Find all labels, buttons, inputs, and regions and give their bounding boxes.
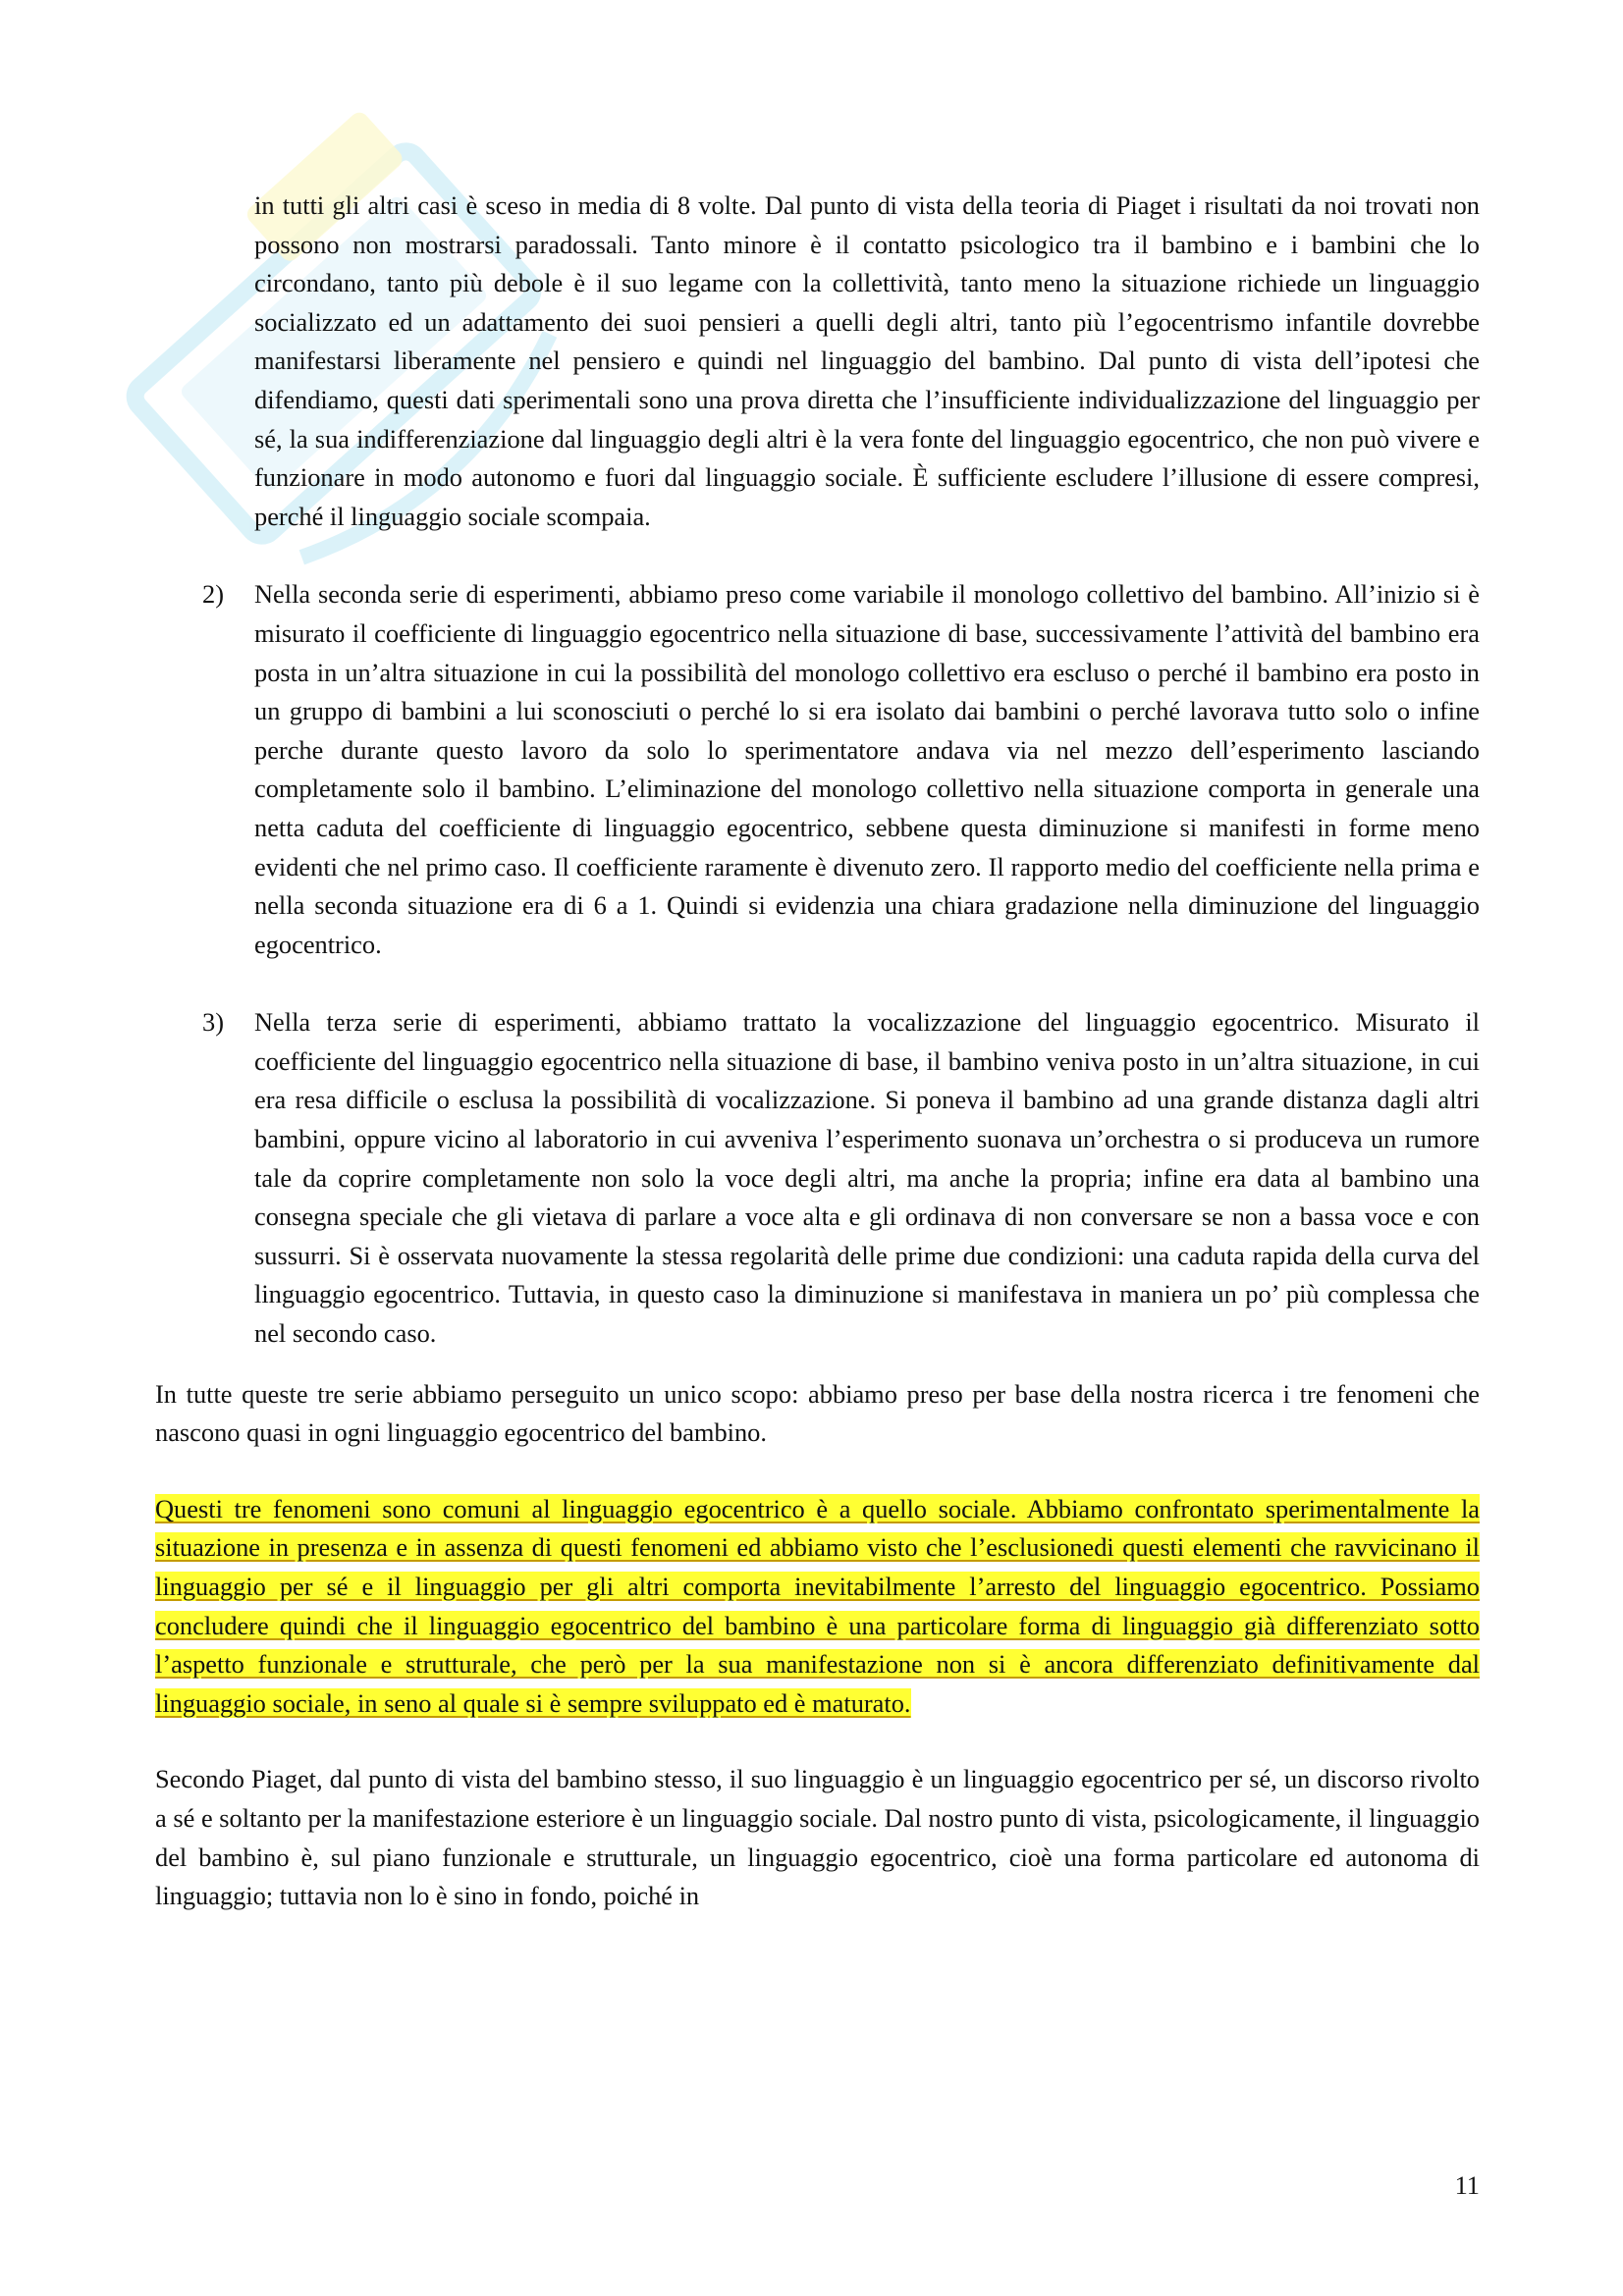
list-item-2-text: Nella seconda serie di esperimenti, abbiamo preso come variabile il monologo collettivo del bambino. All’inizio si è misurato il coefficiente di linguaggio egocentrico nella situazione di base, successivamente l’attività del bambino era posta in un’altra situazione in cui la possibilità del monologo collettivo era escluso o perché il bambino era posto in un gruppo di bambini a lui sconosciuti o perché lo si era isolato dai bambini o perché lavorava tutto solo o infine perche durante questo lavoro da solo lo sperimentatore andava via nel mezzo dell’esperimento lasciando completamente solo il bambino. L’eliminazione del monologo collettivo nella situazione comporta in generale una netta caduta del coefficiente di linguaggio egocentrico, sebbene questa diminuzione si manifesti in forme meno evidenti che nel primo caso. Il coefficiente raramente è divenuto zero. Il rapporto medio del coefficiente nella prima e nella seconda situazione era di 6 a 1. Quindi si evidenzia una chiara gradazione nella diminuzione del linguaggio egocentrico. (254, 579, 1480, 959)
list-number-2: 2) (202, 579, 224, 610)
list-item-3 (155, 1003, 1480, 1353)
highlighted-text: Questi tre fenomeni sono comuni al linguaggio egocentrico è a quello sociale. Abbiamo confrontato sperimentalmente la situazione in presenza e in assenza di questi fenomeni ed abbiamo visto che l’esclusionedi questi elementi che ravvicinano il linguaggio per sé e il linguaggio per gli altri comporta inevitabilmente l’arresto del linguaggio egocentrico. Possiamo concludere quindi che il linguaggio egocentrico del bambino è una particolare forma di linguaggio già differenziato sotto l’aspetto funzionale e strutturale, che però per la sua manifestazione non si è ancora differenziato definitivamente dal linguaggio sociale, in seno al quale si è sempre sviluppato ed è maturato. (155, 1493, 1480, 1718)
paragraph-piaget: Secondo Piaget, dal punto di vista del bambino stesso, il suo linguaggio è un linguaggio egocentrico per sé, un discorso rivolto a sé e soltanto per la manifestazione esteriore è un linguaggio sociale. Dal nostro punto di vista, psicologicamente, il linguaggio del bambino è, sul piano funzionale e strutturale, un linguaggio egocentrico, cioè una forma particolare ed autonoma di linguaggio; tuttavia non lo è sino in fondo, poiché in (155, 1764, 1480, 1911)
paragraph-summary: In tutte queste tre serie abbiamo perseguito un unico scopo: abbiamo preso per base della nostra ricerca i tre fenomeni che nascono quasi in ogni linguaggio egocentrico del bambino. (155, 1378, 1480, 1448)
paragraph-intro: in tutti gli altri casi è sceso in media di 8 volte. Dal punto di vista della teoria di Piaget i risultati da noi trovati non possono non mostrarsi paradossali. Tanto minore è il contatto psicologico tra il bambino e i bambini che lo circondano, tanto più debole è il suo legame con la collettività, tanto meno la situazione richiede un linguaggio socializzato ed un adattamento dei suoi pensieri a quelli degli altri, tanto più l’egocentrismo infantile dovrebbe manifestarsi liberamente nel pensiero e quindi nel linguaggio del bambino. Dal punto di vista dell’ipotesi che difendiamo, questi dati sperimentali sono una prova diretta che l’insufficiente individualizzazione del linguaggio per sé, la sua indifferenziazione dal linguaggio degli altri è la vera fonte del linguaggio egocentrico, che non può vivere e funzionare in modo autonomo e fuori dal linguaggio sociale. È sufficiente escludere l’illusione di essere compresi, perché il linguaggio sociale scompaia. (254, 190, 1480, 531)
list-item-2 (155, 575, 1480, 964)
list-number-3: 3) (202, 1007, 224, 1038)
page-number: 11 (1454, 2170, 1480, 2200)
paragraph-highlighted (155, 1490, 1480, 1724)
list-item-3-text: Nella terza serie di esperimenti, abbiamo trattato la vocalizzazione del linguaggio egocentrico. Misurato il coefficiente del linguaggio egocentrico nella situazione di base, il bambino veniva posto in un’altra situazione, in cui era resa difficile o esclusa la possibilità di vocalizzazione. Si poneva il bambino ad una grande distanza dagli altri bambini, oppure vicino al laboratorio in cui avveniva l’esperimento suonava un’orchestra o si produceva un rumore tale da coprire completamente non solo la voce degli altri, ma anche la propria; infine era data al bambino una consegna speciale che gli vietava di parlare a voce alta e gli ordinava di non conversare se non a bassa voce e con sussurri. Si è osservata nuovamente la stessa regolarità delle prime due condizioni: una caduta rapida della curva del linguaggio egocentrico. Tuttavia, in questo caso la diminuzione si manifestava in maniera un po’ più complessa che nel secondo caso. (254, 1007, 1480, 1349)
